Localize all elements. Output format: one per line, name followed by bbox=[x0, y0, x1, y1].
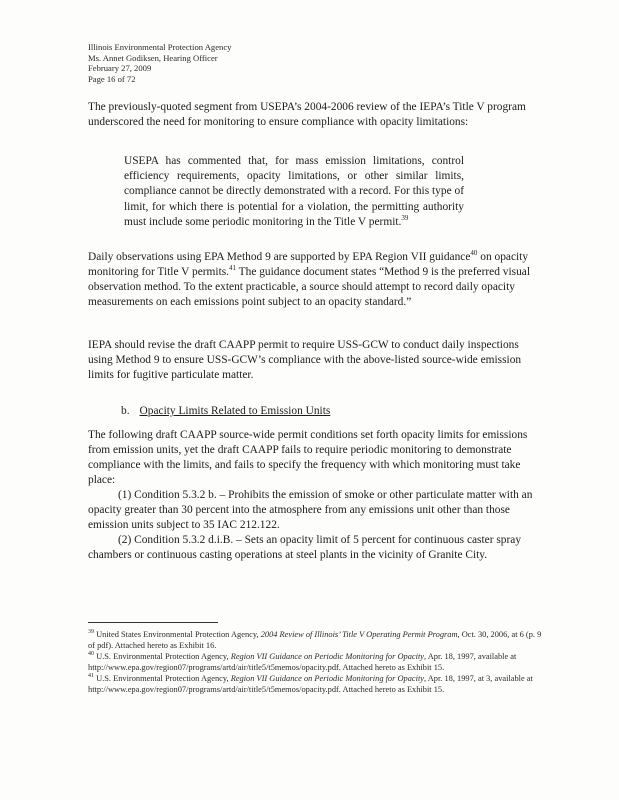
header-page-number: Page 16 of 72 bbox=[88, 73, 136, 84]
footnote-text: , Oct. 30, 2006, at 6 (p. 9 of pdf). Attached hereto as Exhibit 16. bbox=[88, 630, 542, 650]
footnote-title: Region VII Guidance on Periodic Monitoring for Opacity bbox=[230, 651, 424, 661]
footnote-number: 39 bbox=[88, 629, 94, 636]
footnote-text: U.S. Environmental Protection Agency, bbox=[96, 673, 231, 683]
footnote-text: , Apr. 18, 1997, at 3, available at http://www.epa.gov/region07/programs/artd/air/title5/t5memos/opacity.pdf. Attached hereto as Exhibit 15. bbox=[88, 673, 533, 694]
condition-1-text: (1) Condition 5.3.2 b. – Prohibits the emission of smoke or other particulate matter with an opacity greater than 30 percent into the atmosphere from any emissions unit other than those emission units subject to 35 IAC 212.122. bbox=[88, 489, 533, 531]
method9-text-3: The guidance document states “Method 9 is the preferred visual observation method. To the extent practicable, a source should attempt to record daily opacity measurements on each emissions point subject to an opacity standard.” bbox=[88, 266, 530, 308]
header-date: February 27, 2009 bbox=[88, 63, 152, 74]
footnote-text: U.S. Environmental Protection Agency, bbox=[96, 651, 231, 661]
letter-header bbox=[88, 42, 231, 84]
footnote-number: 40 bbox=[88, 651, 94, 658]
condition-2 bbox=[88, 533, 538, 563]
quote-text: USEPA has commented that, for mass emission limitations, control efficiency requirements, opacity limitations, or other similar limits, compliance cannot be directly demonstrated with a record. For this type of limit, for which there is potential for a violation, the permitting authority must include some periodic monitoring in the Title V permit. bbox=[124, 155, 464, 228]
method9-text-2: on opacity monitoring for Title V permits. bbox=[88, 251, 529, 278]
footnote-number: 41 bbox=[88, 672, 94, 679]
condition-2-text: (2) Condition 5.3.2 d.i.B. – Sets an opacity limit of 5 percent for continuous caster spray chambers or continuous casting operations at steel plants in the vicinity of Granite City. bbox=[88, 534, 522, 561]
section-letter: b. bbox=[121, 405, 130, 417]
footnote-41 bbox=[88, 674, 548, 696]
section-heading bbox=[121, 404, 330, 419]
footnote-divider bbox=[88, 622, 218, 623]
method9-text-1: Daily observations using EPA Method 9 are supported by EPA Region VII guidance bbox=[88, 251, 471, 263]
footnotes bbox=[88, 630, 548, 695]
footnote-text: United States Environmental Protection Agency, bbox=[96, 630, 261, 639]
footnote-title: 2004 Review of Illinois’ Title V Operating Permit Program bbox=[260, 630, 458, 639]
header-officer: Ms. Annet Godiksen, Hearing Officer bbox=[88, 52, 218, 63]
footnote-ref-40: 40 bbox=[470, 249, 478, 258]
footnote-title: Region VII Guidance on Periodic Monitoring for Opacity bbox=[230, 673, 424, 683]
block-quote bbox=[124, 154, 464, 230]
section-title: Opacity Limits Related to Emission Units bbox=[139, 405, 331, 417]
footnote-39 bbox=[88, 630, 548, 652]
footnote-40 bbox=[88, 652, 548, 674]
intro-paragraph: The previously-quoted segment from USEPA’s 2004-2006 review of the IEPA’s Title V program underscored the need for monitoring to ensure compliance with opacity limitations: bbox=[88, 101, 526, 128]
method9-paragraph bbox=[88, 250, 538, 310]
footnote-ref-39: 39 bbox=[401, 214, 409, 223]
footnote-ref-41: 41 bbox=[229, 264, 237, 273]
footnote-text: , Apr. 18, 1997, available at http://www.epa.gov/region07/programs/artd/air/title5/t5memos/opacity.pdf. Attached hereto as Exhibit 15. bbox=[88, 651, 517, 672]
conditions-intro-paragraph: The following draft CAAPP source-wide permit conditions set forth opacity limits for emissions from emission units, yet the draft CAAPP fails to require periodic monitoring to demonstrate compliance with the limits, and fails to specify the frequency with which monitoring must take place: bbox=[88, 429, 528, 486]
condition-1 bbox=[88, 488, 538, 533]
header-agency: Illinois Environmental Protection Agency bbox=[88, 42, 232, 52]
iepa-paragraph: IEPA should revise the draft CAAPP permit to require USS-GCW to conduct daily inspections using Method 9 to ensure USS-GCW’s compliance with the above-listed source-wide emission limits for fugitive particulate matter. bbox=[88, 339, 522, 381]
